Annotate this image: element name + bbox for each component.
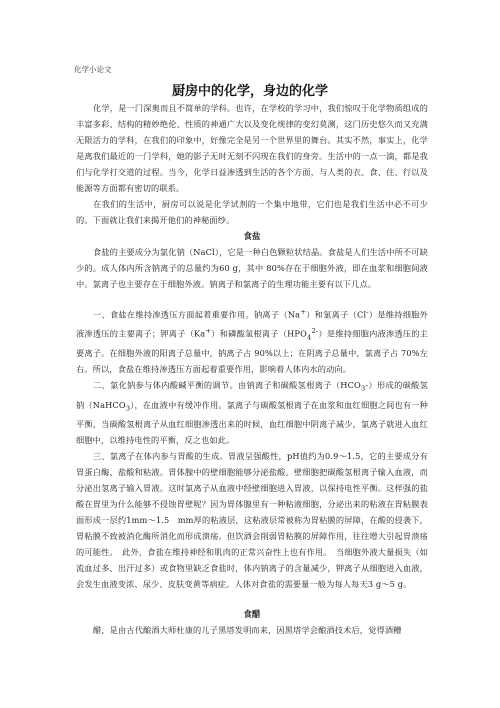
document-body (76, 100, 428, 638)
page-header: 化学小论文 (74, 65, 112, 74)
vinegar-paragraph-1: 醋，是由古代酿酒大师杜康的儿子黑塔发明而来，因黑塔学会酿酒技术后，觉得酒糟 (93, 625, 402, 636)
intro-paragraph-1: 化学，是一门深奥而且不简单的学科。也许，在学校的学习中，我们惊叹于化学物质组成的丰富多彩、结构的精妙绝伦、性质的神通广大以及变化规律的变幻莫测，这门历史悠久而又充满无限活力的学科，在我们的印象中，好像完全是另一个世界里的舞台。其实不然，事实上，化学是离我们最近的一门学科，她的影子无时无刻不闪现在我们的身旁。生活中的一点一滴，都是我们与化学打交道的过程。当今，化学日益渗透到生活的各个方面，与人类的衣、食、住、行以及能源等方面都有密切的联系。 (76, 103, 428, 193)
section-heading-salt: 食盐 (243, 231, 261, 241)
salt-paragraph-4: 三、氯离子在体内参与胃酸的生成。胃液呈强酸性，pH值约为0.9～1.5，它的主要成分有胃蛋白酶、盐酸和粘液。胃体腺中的壁细胞能够分泌盐酸。壁细胞把碳酸氢根离子输入血液，而分泌出氢离子输入胃液。这时氯离子从血液中经壁细胞进入胃液，以保持电性平衡。这样强的盐酸在胃里为什么能够不侵蚀胃壁呢？因为胃体腺里有一种粘液细胞，分泌出来的粘液在胃粘膜表面形成一层约1mm～1.5 mm厚的粘液层，这粘液层常被称为胃粘膜的屏障，在酸的侵袭下，胃粘膜不致被消化酶所消化而形成溃疡。但饮酒会削弱胃粘膜的屏障作用，往往增大引起胃溃疡的可能性。 此外，食盐在维持神经和肌肉的正常兴奋性上也有作用。 当细胞外液大量损失（如流血过多、出汗过多）或食物里缺乏食盐时，体内钠离子的含量减少，钾离子从细胞进入血液，会发生血液变浓、尿少、皮肤变黄等病症。人体对食盐的需要量一般为每人每天3 g～5 g。 (76, 451, 428, 590)
salt-paragraph-2: 一、食盐在维持渗透压方面起着重要作用。钠离子（Na+）和氯离子（Cl-）是维持细胞外液渗透压的主要离子；钾离子（Ka+）和磷酸氢根离子$(HPO_4^{2-})$是维持细胞内液渗透压的主要离子。在细胞外液的阳离子总量中，钠离子占 90%以上；在阴离子总量中，氯离子占 70%左右。所以，食盐在维持渗透压方面起着重要作用，影响着人体内水的动向。 (76, 308, 428, 375)
section-gap (76, 592, 428, 606)
paragraph-gap (76, 292, 428, 304)
salt-paragraph-3: 二、氯化钠参与体内酸碱平衡的调节。由钠离子和碳酸氢根离子$(HCO_3-)$形成的碳酸氢钠（NaHCO$_3$），在血液中有缓冲作用。氯离子与碳酸氢根离子在血浆和血红细胞之间也有一种平衡，当碳酸氢根离子从血红细胞渗透出来的时候，血红细胞中阴离子减少，氯离子就进入血红细胞中，以维持电性的平衡，反之也如此。 (76, 380, 428, 446)
intro-paragraph-2: 在我们的生活中，厨房可以说是化学试剂的一个集中地带，它们也是我们生活中必不可少的。下面就让我们来揭开他们的神秘面纱。 (76, 199, 428, 225)
section-heading-vinegar: 食醋 (243, 609, 261, 620)
page-title: 厨房中的化学，身边的化学 (171, 84, 328, 99)
salt-paragraph-1: 食盐的主要成分为氯化钠（NaCl），它是一种白色颗粒状结晶。食盐是人们生活中所不可缺少的。成人体内所含钠离子的总量约为60 g，其中 80%存在于细胞外液，即在血浆和细胞间液中。氯离子也主要存在于细胞外液。钠离子和氯离子的生理功能主要有以下几点。 (76, 247, 428, 289)
